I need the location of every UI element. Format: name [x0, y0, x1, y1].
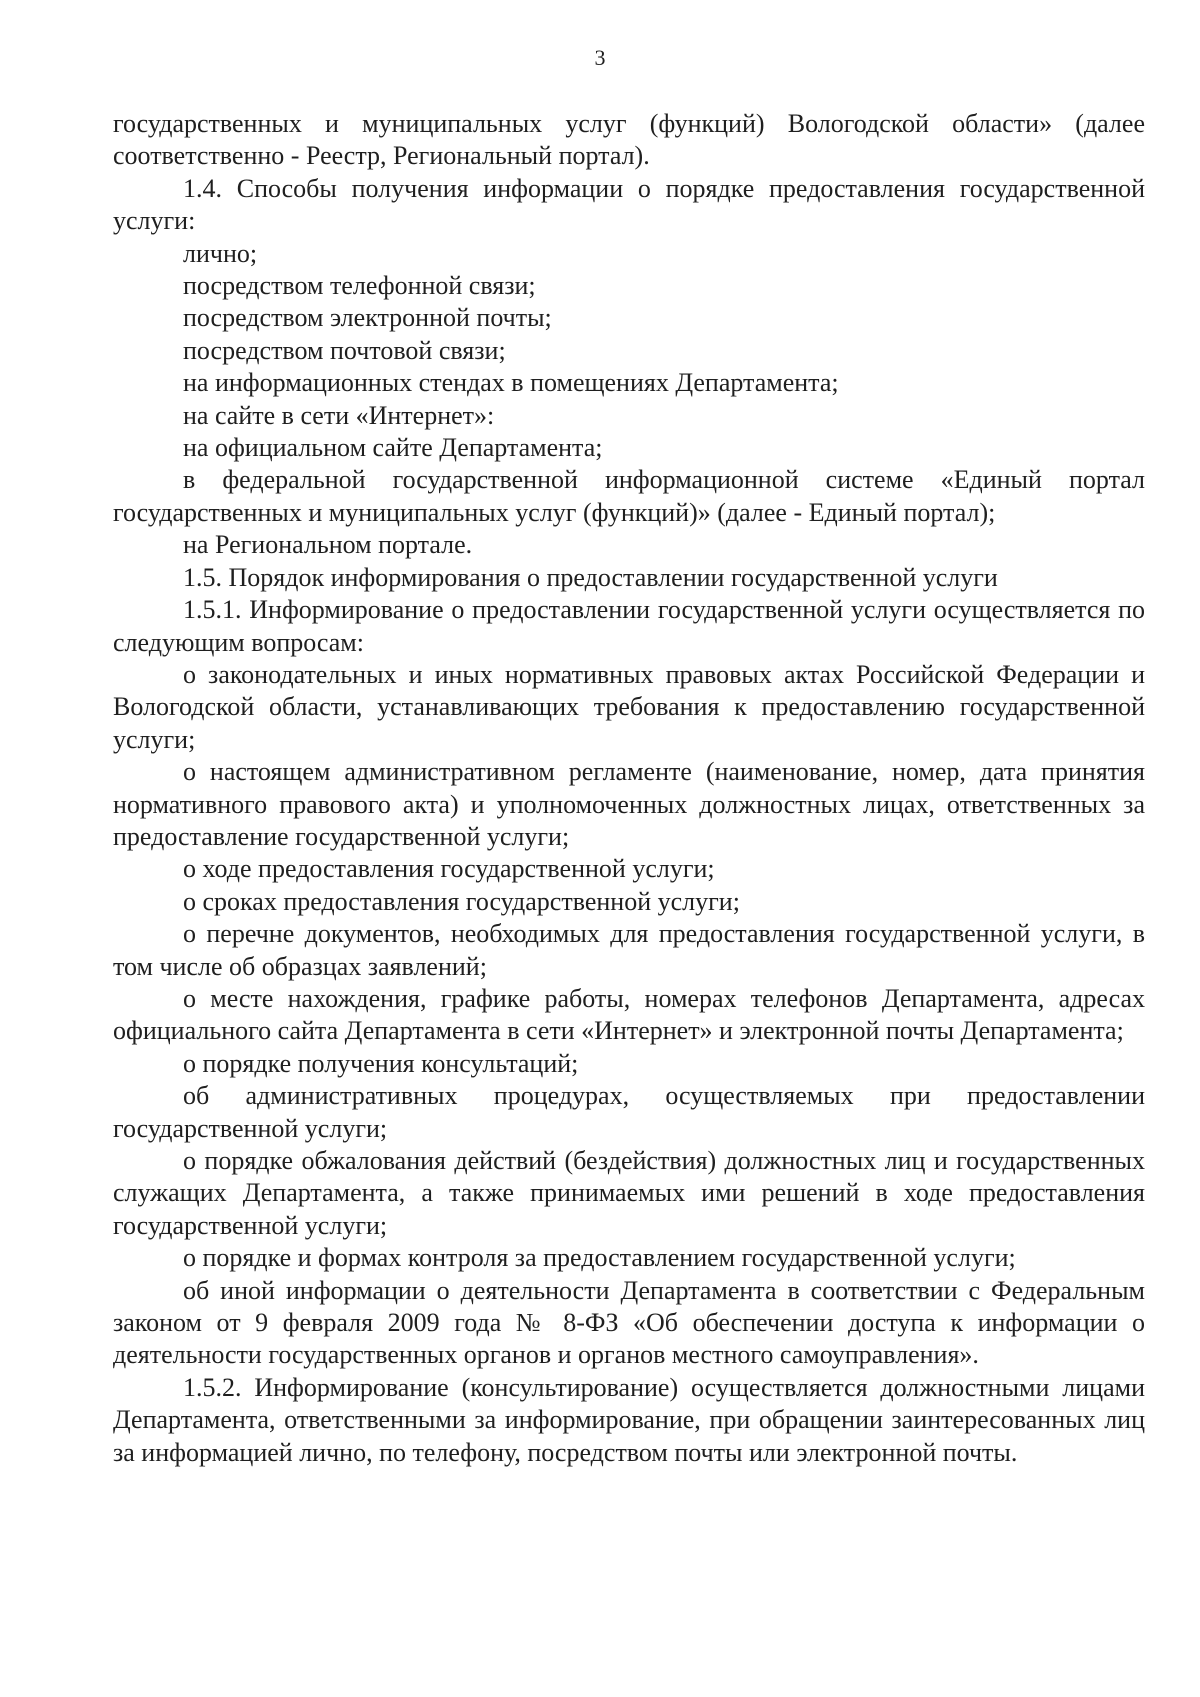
paragraph: об иной информации о деятельности Департамента в соответствии с Федеральным законом от 9 февраля 2009 года № 8-ФЗ «Об обеспечении доступа к информации о деятельности государственных органов и органов местного самоуправления».: [113, 1275, 1145, 1370]
paragraph: государственных и муниципальных услуг (функций) Вологодской области» (далее соответственно - Реестр, Региональный портал).: [113, 109, 1145, 171]
paragraph: о законодательных и иных нормативных правовых актах Российской Федерации и Вологодской области, устанавливающих требования к предоставлению государственной услуги;: [113, 659, 1145, 754]
paragraph: посредством телефонной связи;: [183, 271, 536, 301]
document-body: [113, 108, 1145, 1469]
paragraph: о порядке получения консультаций;: [183, 1048, 579, 1078]
paragraph: на официальном сайте Департамента;: [183, 433, 603, 463]
section-heading: 1.5. Порядок информирования о предоставлении государственной услуги: [183, 562, 998, 592]
paragraph: на сайте в сети «Интернет»:: [183, 400, 495, 430]
paragraph: посредством почтовой связи;: [183, 335, 506, 365]
paragraph: о сроках предоставления государственной услуги;: [183, 886, 740, 916]
paragraph: посредством электронной почты;: [183, 303, 552, 333]
paragraph: 1.4. Способы получения информации о порядке предоставления государственной услуги:: [113, 173, 1145, 236]
page-number: 3: [594, 45, 606, 70]
paragraph: об административных процедурах, осуществляемых при предоставлении государственной услуги;: [113, 1081, 1145, 1143]
paragraph: лично;: [183, 238, 258, 268]
paragraph: о порядке и формах контроля за предоставлением государственной услуги;: [183, 1243, 1016, 1273]
paragraph: на информационных стендах в помещениях Департамента;: [183, 368, 839, 398]
paragraph: на Региональном портале.: [183, 530, 473, 560]
paragraph: о перечне документов, необходимых для предоставления государственной услуги, в том числе об образцах заявлений;: [113, 919, 1145, 981]
paragraph: 1.5.1. Информирование о предоставлении государственной услуги осуществляется по следующим вопросам:: [113, 595, 1145, 657]
paragraph: о ходе предоставления государственной услуги;: [183, 854, 715, 884]
paragraph: в федеральной государственной информационной системе «Единый портал государственных и муниципальных услуг (функций)» (далее - Единый портал);: [113, 465, 1145, 527]
paragraph: о порядке обжалования действий (бездействия) должностных лиц и государственных служащих Департамента, а также принимаемых ими решений в ходе предоставления государственной услуги;: [113, 1146, 1145, 1240]
paragraph: о настоящем административном регламенте (наименование, номер, дата принятия нормативного правового акта) и уполномоченных должностных лицах, ответственных за предоставление государственной услуги;: [113, 757, 1145, 851]
paragraph: 1.5.2. Информирование (консультирование) осуществляется должностными лицами Департамента, ответственными за информирование, при обращении заинтересованных лиц за информацией лично, по телефону, посредством почты или электронной почты.: [113, 1372, 1145, 1467]
paragraph: о месте нахождения, графике работы, номерах телефонов Департамента, адресах официального сайта Департамента в сети «Интернет» и электронной почты Департамента;: [113, 983, 1145, 1046]
